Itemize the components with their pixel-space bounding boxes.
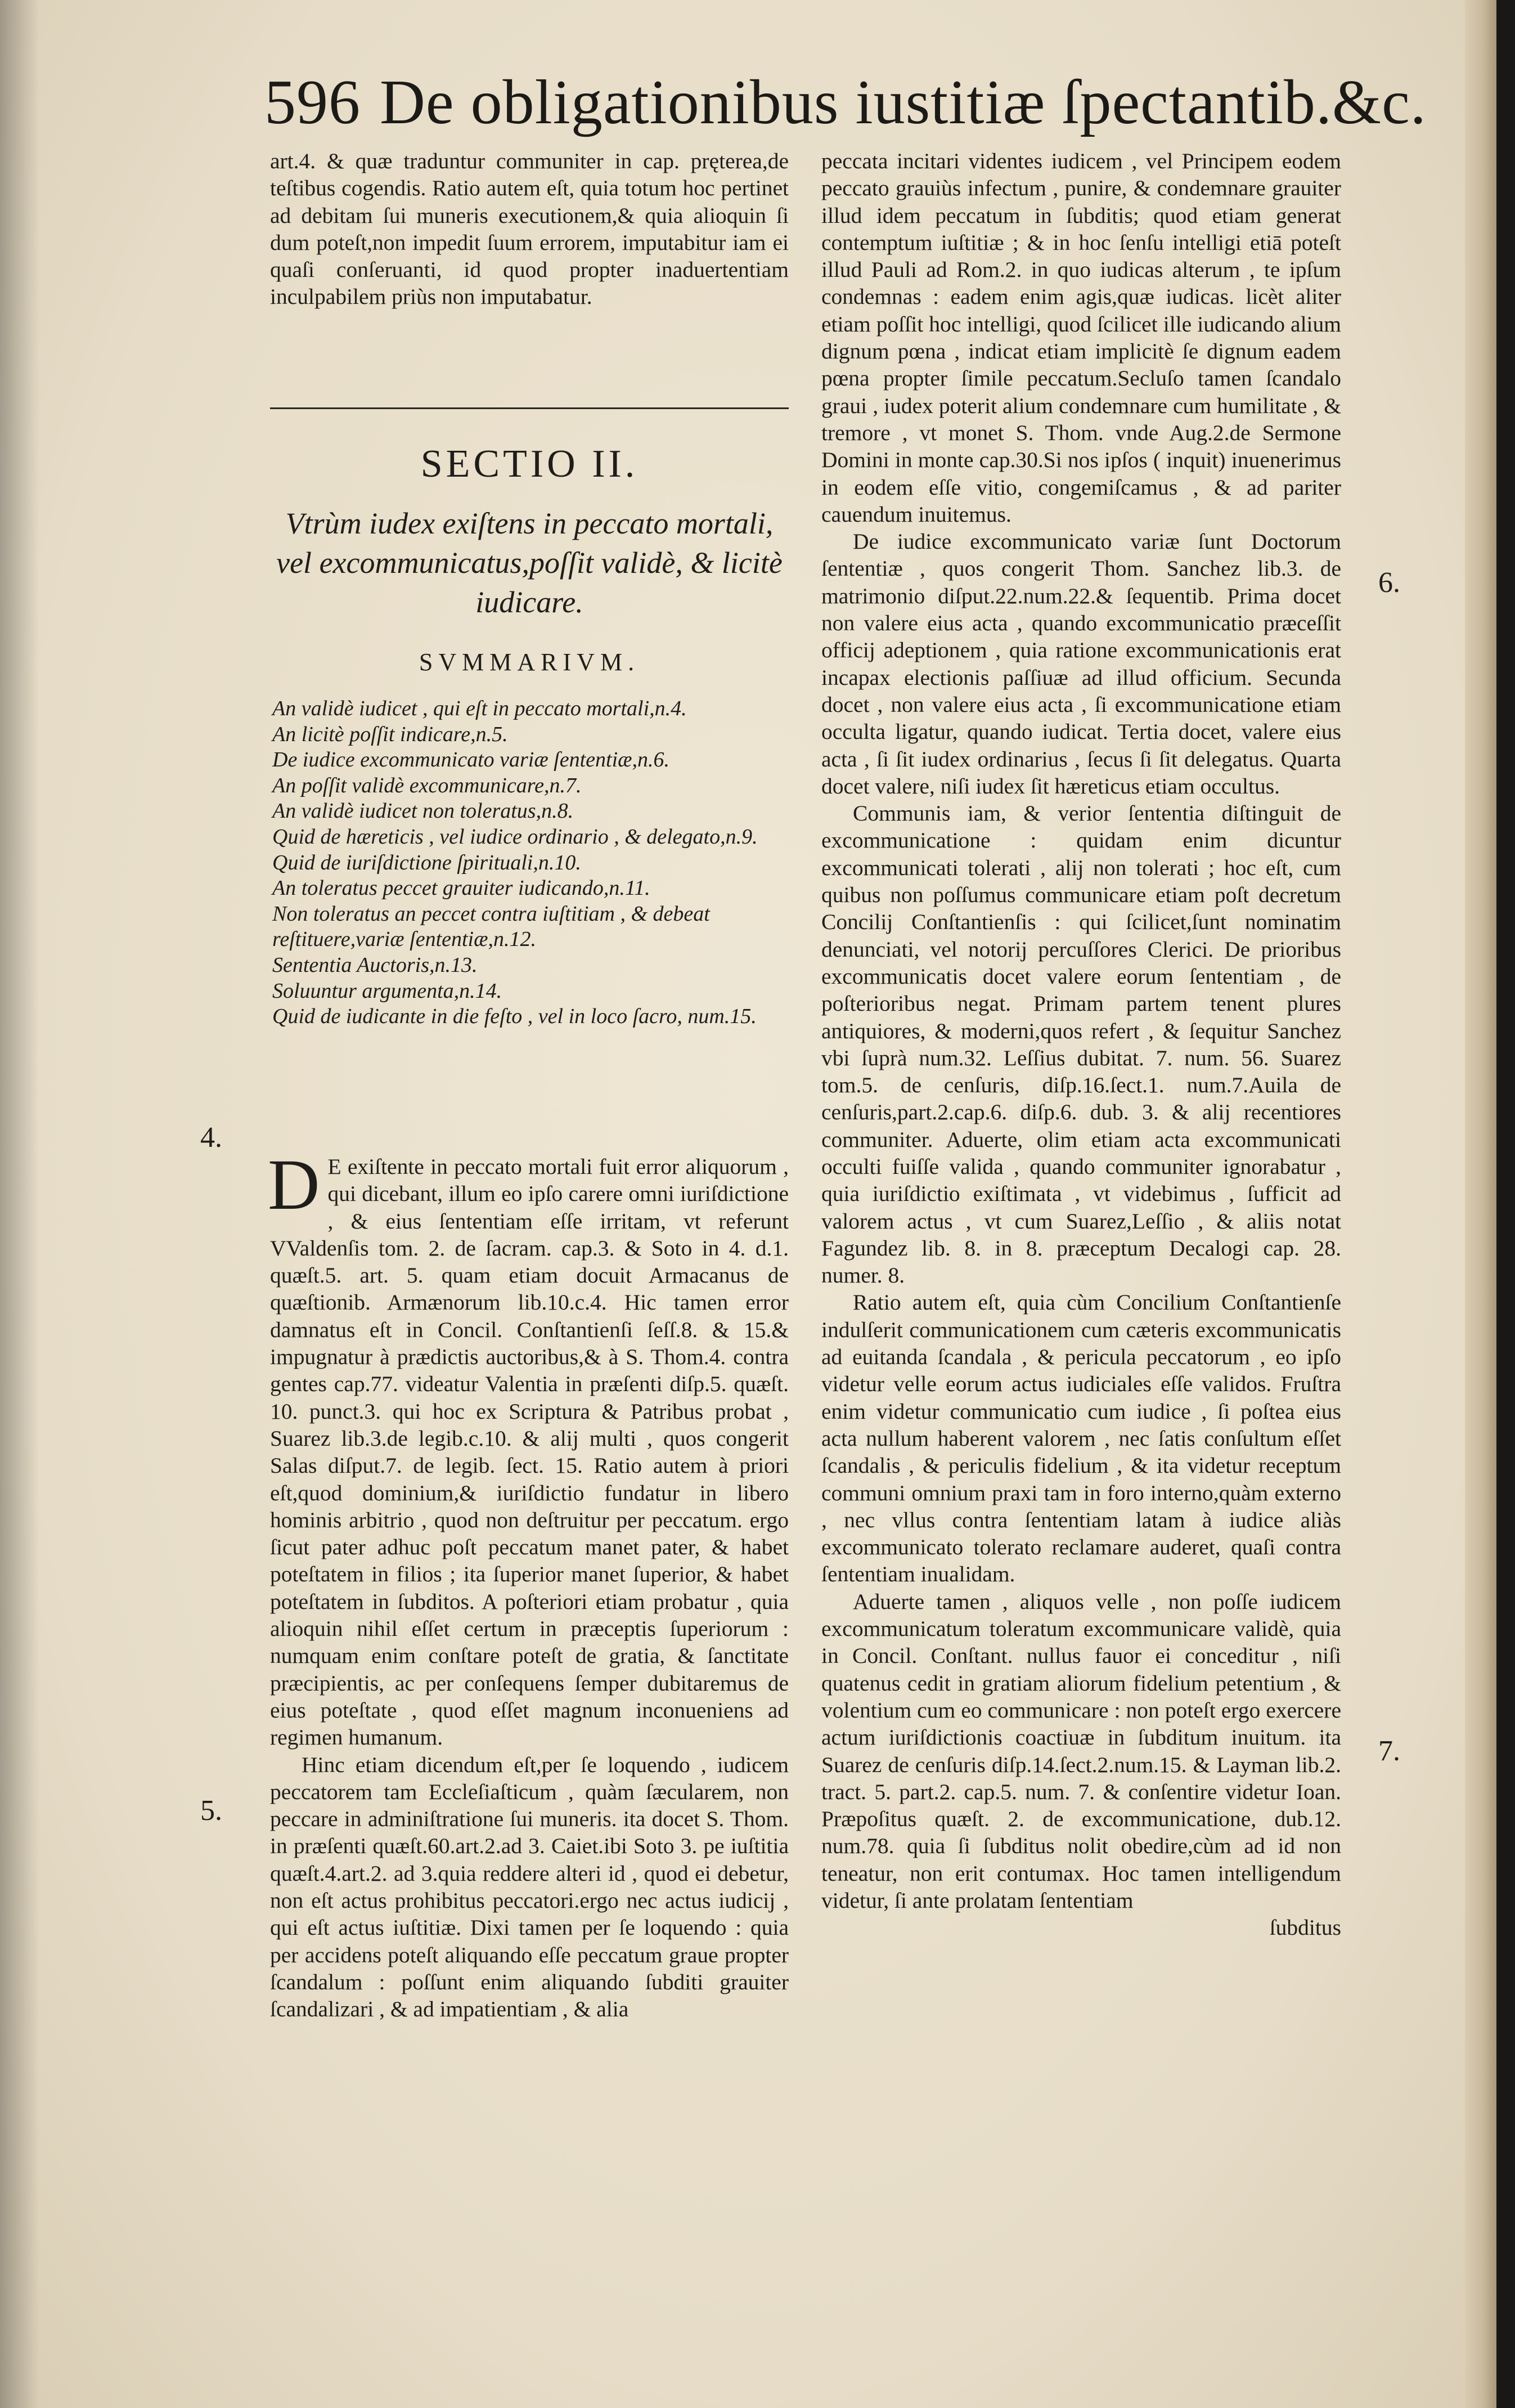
right-paragraph-5: Aduerte tamen , aliquos velle , non poſſe iudicem excommunicatum toleratum excommunicare validè, quia in Concil. Conſtant. nullus fauor ei conceditur , niſi quatenus cedit in gratiam aliorum fidelium petentium , & volentium cum eo communicare : non poteſt ergo exercere actum iuriſdictionis coactiuæ in ſubditum inuitum. ita Suarez de cenſuris diſp.14.ſect.2.num.15. & Layman lib.2. tract. 5. part.2. cap.5. num. 7. & conſentire videtur Ioan. Præpoſitus quæſt. 2. de excommunicatione, dub.12. num.78. quia ſi ſubditus nolit obedire,cùm ad id non teneatur, non erit contumax. Hoc tamen intelligendum videtur, ſi ante prolatam ſententiam [821,1589,1341,1913]
left-column [270,147,789,2023]
summary-item: De iudice excommunicato variæ ſententiæ,n.6. [272,748,669,772]
right-paragraph-2: De iudice excommunicato variæ ſunt Doctorum ſententiæ , quos congerit Thom. Sanchez lib.3. de matrimonio diſput.22.num.22.& ſequentib. Prima docet non valere eius acta , quando excommunicatio præceſſit officij adeptionem , quia ratione excommunicationis erat incapax electionis paſſiuæ ad illud officium. Secunda docet , non valere eius acta , ſi excommunicatione etiam occulta ligatur, quando iudicat. Tertia docet, valere eius acta , ſi ſit iudex ordinarius , ſecus ſi ſit delegatus. Quarta docet valere, niſi iudex ſit hæreticus etiam occultus. [821,529,1341,799]
summary-item: An licitè poſſit indicare,n.5. [272,722,508,746]
summary-item: An validè iudicet , qui eſt in peccato mortali,n.4. [272,697,687,720]
running-head [264,66,1427,156]
right-paragraph-1: peccata incitari videntes iudicem , vel Principem eodem peccato grauiùs infectum , punire, & condemnare grauiter illud idem peccatum in ſubditis; quod etiam generat contemptum iuſtitiæ ; & in hoc ſenſu intelligi etiā poteſt illud Pauli ad Rom.2. in quo iudicas alterum , te ipſum condemnas : eadem enim agis,quæ iudicas. licèt aliter etiam poſſit hoc intelligi, quod ſcilicet ille iudicando alium dignum pœna , indicat etiam implicitè ſe dignum eadem pœna propter ſimile peccatum.Secluſo tamen ſcandalo graui , iudex poterit alium condemnare cum humilitate , & tremore , vt monet S. Thom. vnde Aug.2.de Sermone Domini in monte cap.30.Si nos ipſos ( inquit) inuenerimus in eodem eſſe vitio, congemiſcamus , & ad pariter cauendum inuitemus. [821,149,1341,527]
margin-number-6: 6. [1378,567,1400,599]
left-paragraph-1: art.4. & quæ traduntur communiter in cap. pręterea,de teſtibus cogendis. Ratio autem eſt, quia totum hoc pertinet ad debitam ſui muneris executionem,& quia alioquin ſi dum poteſt,non impedit ſuum errorem, imputabitur iam ei quaſi conſeruanti, id quod propter inaduertentiam inculpabilem priùs non imputabatur. [270,149,789,310]
left-paragraph-3: Hinc etiam dicendum eſt,per ſe loquendo , iudicem peccatorem tam Eccleſiaſticum , quàm ſæcularem, non peccare in adminiſtratione ſui muneris. ita docet S. Thom. in præſenti quæſt.60.art.2.ad 3. Caiet.ibi Soto 3. pe iuſtitia quæſt.4.art.2. ad 3.quia reddere alteri id , quod ei debetur, non eſt actus prohibitus peccatori.ergo nec actus iudicij , qui eſt actus iuſtitiæ. Dixi tamen per ſe loquendo : quia per accidens poteſt aliquando eſſe peccatum graue propter ſcandalum : poſſunt enim aliquando ſubditi grauiter ſcandalizari , & ad impatientiam , & alia [270,1752,789,2022]
summary-item: Non toleratus an peccet contra iuſtitiam , & debeat reſtituere,variæ ſententiæ,n.12. [272,902,710,952]
page-edge [1465,0,1496,2408]
section-rule [270,407,789,409]
right-paragraph-3: Communis iam, & verior ſententia diſtinguit de excommunicatione : quidam enim dicuntur excommunicati tolerati , alij non tolerati ; hoc eſt, cum quibus non poſſumus communicare etiam poſt decretum Concilij Conſtantienſis : qui ſcilicet,ſunt nominatim denunciati, vel notorij percuſſores Clerici. De prioribus excommunicatis docet valere eorum ſententiam , de poſterioribus negat. Primam partem tenent plures antiquiores, & moderni,quos refert , & ſequitur Sanchez vbi ſuprà num.32. Leſſius dubitat. 7. num. 56. Suarez tom.5. de cenſuris, diſp.16.ſect.1. num.7.Auila de cenſuris,part.2.cap.6. diſp.6. dub. 3. & alij recentiores communiter. Aduerte, olim etiam acta excommunicati occulti fuiſſe valida , quando communiter ignorabatur , quia iuriſdictio exiſtimata , vt videbimus , ſufficit ad valorem actus , vt cum Suarez,Leſſio , & aliis notat Fagundez lib. 8. in 8. præceptum Decalogi cap. 28. numer. 8. [821,801,1341,1288]
right-column [821,147,1341,1941]
catchword: ſubditus [1269,1915,1341,1940]
drop-cap: D [268,1145,320,1225]
page-gutter-shadow [0,0,39,2408]
summary-list [270,696,789,1124]
summary-item: Sententia Auctoris,n.13. [272,953,478,977]
left-paragraph-2-text: E exiſtente in peccato mortali fuit error aliquorum , qui dicebant, illum eo ipſo carere omni iuriſdictione , & eius ſententiam eſſe irritam, vt referunt VValdenſis tom. 2. de ſacram. cap.3. & Soto in 4. d.1. quæſt.5. art. 5. quam etiam docuit Armacanus de quæſtionib. Armænorum lib.10.c.4. Hic tamen error damnatus eſt in Concil. Conſtantienſi ſeſſ.8. & 15.& impugnatur à prædictis auctoribus,& à S. Thom.4. contra gentes cap.77. videatur Valentia in præſenti diſp.5. quæſt. 10. punct.3. qui hoc ex Scriptura & Patribus probat , Suarez lib.3.de legib.c.10. & alij multi , quos congerit Salas diſput.7. de legib. ſect. 15. Ratio autem à priori eſt,quod dominium,& iuriſdictio fundatur in libero hominis arbitrio , quod non deſtruitur per peccatum. ergo ſicut pater adhuc poſt peccatum manet pater, & habet poteſtatem in filios ; ita ſuperior manet ſuperior, & habet poteſtatem in ſubditos. A poſteriori etiam probatur , quia alioquin nihil eſſet certum in præceptis ſuperiorum : numquam enim conſtare poteſt de gratia, & ſanctitate præcipientis, ac per conſequens ſemper dubitaremus de eius poteſtate , quod eſſet magnum inconueniens ad regimen humanum. [270,1154,789,1750]
summary-item: Quid de iudicante in die feſto , vel in loco ſacro, num.15. [272,1005,757,1029]
margin-number-4: 4. [200,1122,222,1154]
summary-item: An poſſit validè excommunicare,n.7. [272,773,582,797]
summary-item: Soluuntur argumenta,n.14. [272,979,502,1003]
right-paragraph-4: Ratio autem eſt, quia cùm Concilium Conſtantienſe indulſerit communicationem cum cæteris excommunicatis ad euitanda ſcandala , & pericula peccatorum , eo ipſo videtur velle eorum actus iudiciales eſſe validos. Fruſtra enim videtur communicatio cum iudice , ſi poſtea eius acta nullum haberent valorem , nec ſatis conſultum eſſet ſcandalis , & periculis fidelium , & ita videtur receptum communi omnium praxi tam in foro interno,quàm externo , nec vllus contra ſententiam latam à iudice aliàs excommunicato tolerato reclamare auderet, quaſi contra ſententiam inualidam. [821,1290,1341,1587]
summary-item: An toleratus peccet grauiter iudicando,n.11. [272,876,650,900]
summary-item: Quid de iuriſdictione ſpirituali,n.10. [272,850,581,875]
left-paragraph-2 [268,1145,789,1751]
section-question: Vtrùm iudex exiſtens in peccato mortali, vel excommunicatus,poſſit validè, & licitè iudicare. [276,506,783,619]
page-title: De obligationibus iustitiæ ſpectantib.&c. [380,68,1427,137]
summary-title: SVMMARIVM. [419,648,640,676]
margin-number-5: 5. [200,1795,222,1827]
summary-item: Quid de hæreticis , vel iudice ordinario , & delegato,n.9. [272,824,758,849]
summary-item: An validè iudicet non toleratus,n.8. [272,799,574,823]
margin-number-7: 7. [1378,1735,1400,1767]
page-number: 596 [264,68,361,137]
section-title: SECTIO II. [420,442,639,486]
